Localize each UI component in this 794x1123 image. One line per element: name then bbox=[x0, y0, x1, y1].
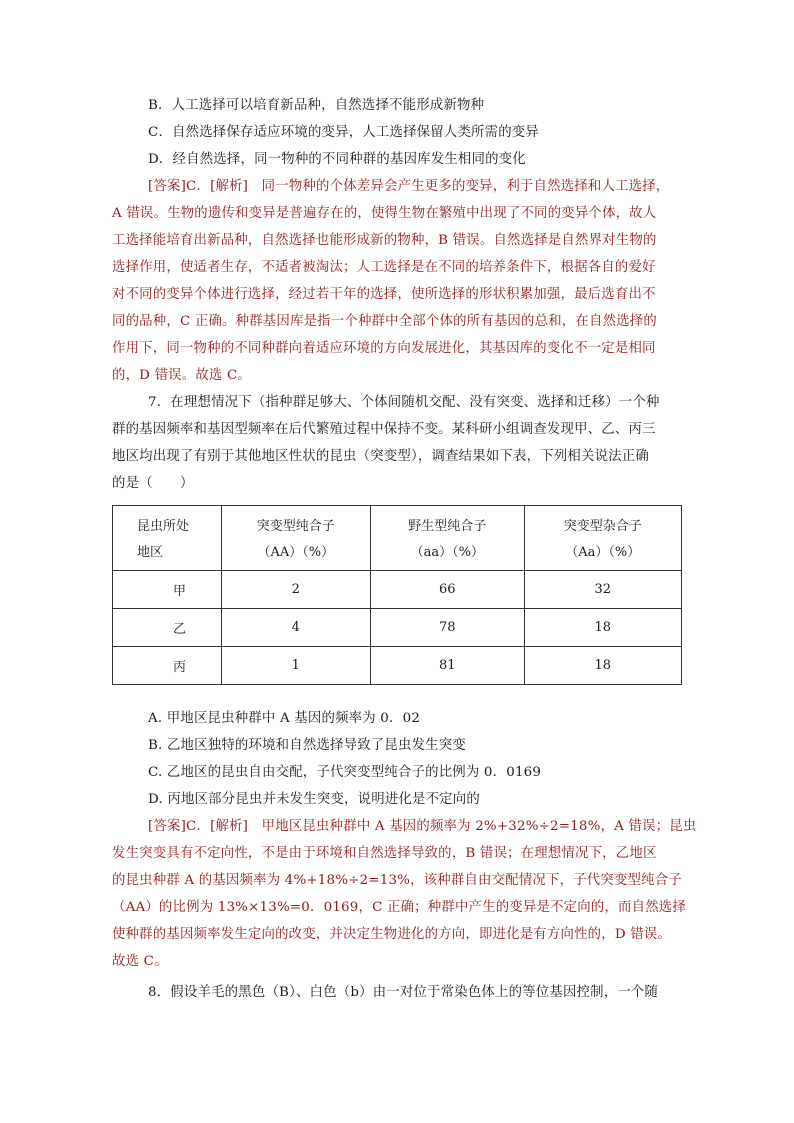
cell-aa-wild: 66 bbox=[371, 571, 524, 609]
q7-stem-line: 的是（ ） bbox=[112, 476, 194, 491]
q6-option-c: C．自然选择保存适应环境的变异，人工选择保留人类所需的变异 bbox=[148, 125, 539, 140]
q7-option-b: B. 乙地区独特的环境和自然选择导致了昆虫发生突变 bbox=[148, 738, 466, 753]
answer-line: 的昆虫种群 A 的基因频率为 4%+18%÷2=13%，该种群自由交配情况下，子代突变型纯合子 bbox=[112, 873, 682, 888]
cell-aa-het: 18 bbox=[524, 609, 681, 647]
answer-line: 选择作用，使适者生存，不适者被淘汰；人工选择是在不同的培养条件下，根据各自的爱好 bbox=[112, 260, 656, 275]
answer-line: （AA）的比例为 13%×13%=0．0169，C 正确；种群中产生的变异是不定向的，而自然选择 bbox=[112, 900, 686, 915]
q7-stem-line: 地区均出现了有别于其他地区性状的昆虫（突变型），调查结果如下表，下列相关说法正确 bbox=[112, 449, 649, 464]
row-region: 丙 bbox=[113, 647, 222, 685]
answer-line: 作用下，同一物种的不同种群向着适应环境的方向发展进化，其基因库的变化不一定是相同 bbox=[112, 341, 656, 356]
cell-aa-mutant: 4 bbox=[221, 609, 371, 647]
header-region: 昆虫所处 地区 bbox=[113, 506, 222, 571]
table-header-row bbox=[113, 506, 682, 571]
answer-line: 工选择能培育出新品种，自然选择也能形成新的物种，B 错误。自然选择是自然界对生物的 bbox=[112, 233, 657, 248]
answer-line: 的，D 错误。故选 C。 bbox=[112, 368, 252, 383]
q8-stem-line: 8．假设羊毛的黑色（B）、白色（b）由一对位于常染色体上的等位基因控制，一个随 bbox=[148, 985, 659, 1000]
header-wild-homozygote: 野生型纯合子 （aa）（%） bbox=[371, 506, 524, 571]
header-mutant-heterozygote: 突变型杂合子 （Aa）（%） bbox=[524, 506, 681, 571]
q7-option-a: A. 甲地区昆虫种群中 A 基因的频率为 0．02 bbox=[148, 711, 421, 726]
cell-aa-wild: 81 bbox=[371, 647, 524, 685]
answer-line: [答案]C．[解析] 同一物种的个体差异会产生更多的变异，利于自然选择和人工选择， bbox=[148, 179, 670, 194]
q7-option-c: C. 乙地区的昆虫自由交配，子代突变型纯合子的比例为 0．0169 bbox=[148, 765, 542, 780]
cell-aa-mutant: 2 bbox=[221, 571, 371, 609]
row-region: 甲 bbox=[113, 571, 222, 609]
answer-line: 同的品种，C 正确。种群基因库是指一个种群中全部个体的所有基因的总和，在自然选择的 bbox=[112, 314, 657, 329]
answer-line: A 错误。生物的遗传和变异是普遍存在的，使得生物在繁殖中出现了不同的变异个体，故人 bbox=[112, 206, 657, 221]
answer-line: 对不同的变异个体进行选择，经过若干年的选择，使所选择的形状积累加强，最后选育出不 bbox=[112, 287, 656, 302]
table-row bbox=[113, 609, 682, 647]
answer-line: 使种群的基因频率发生定向的改变，并决定生物进化的方向，即进化是有方向性的，D 错误。 bbox=[112, 927, 672, 942]
answer-line: 发生突变具有不定向性，不是由于环境和自然选择导致的，B 错误；在理想情况下，乙地区 bbox=[112, 846, 657, 861]
answer-line: [答案]C．[解析] 甲地区昆虫种群中 A 基因的频率为 2%+32%÷2=18%，A 错误；昆虫 bbox=[148, 819, 697, 834]
cell-aa-mutant: 1 bbox=[221, 647, 371, 685]
header-mutant-homozygote: 突变型纯合子 （AA）（%） bbox=[221, 506, 371, 571]
table-row bbox=[113, 647, 682, 685]
q7-option-d: D. 丙地区部分昆虫并未发生突变，说明进化是不定向的 bbox=[148, 792, 480, 807]
row-region: 乙 bbox=[113, 609, 222, 647]
q7-stem-line: 群的基因频率和基因型频率在后代繁殖过程中保持不变。某科研小组调查发现甲、乙、丙三 bbox=[112, 422, 656, 437]
cell-aa-het: 18 bbox=[524, 647, 681, 685]
table-row bbox=[113, 571, 682, 609]
answer-line: 故选 C。 bbox=[112, 954, 168, 969]
cell-aa-het: 32 bbox=[524, 571, 681, 609]
q6-option-d: D．经自然选择，同一物种的不同种群的基因库发生相同的变化 bbox=[148, 152, 526, 167]
q6-option-b: B．人工选择可以培育新品种，自然选择不能形成新物种 bbox=[148, 98, 485, 113]
q7-stem-line: 7．在理想情况下（指种群足够大、个体间随机交配、没有突变、选择和迁移）一个种 bbox=[148, 395, 660, 410]
survey-table bbox=[112, 505, 682, 685]
cell-aa-wild: 78 bbox=[371, 609, 524, 647]
